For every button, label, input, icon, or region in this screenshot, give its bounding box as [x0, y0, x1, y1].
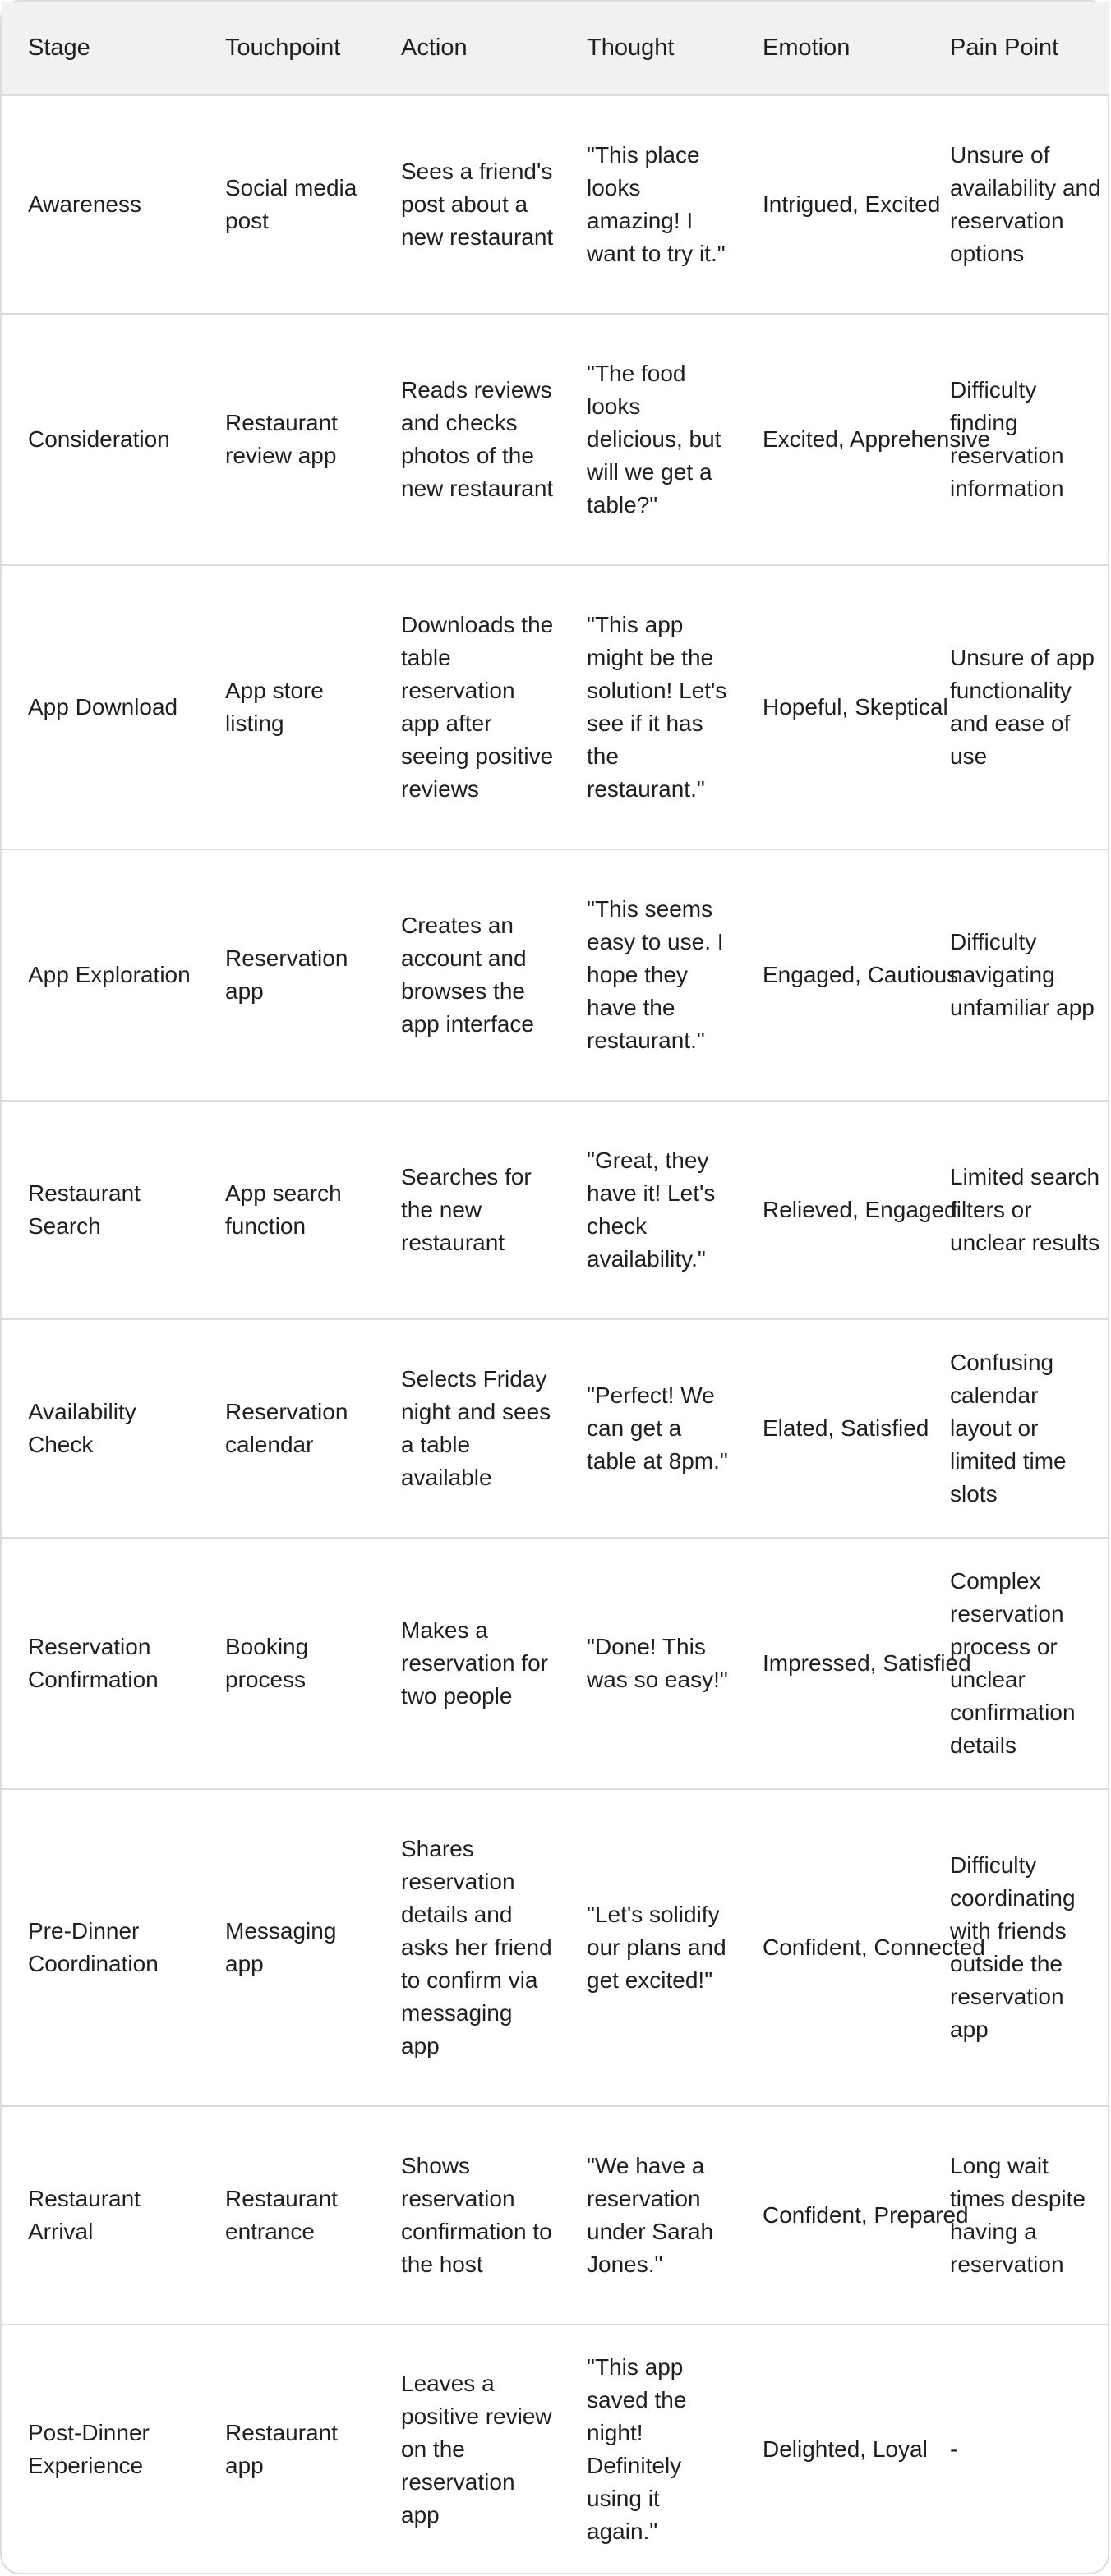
cell-action: Searches for the new restaurant	[375, 1101, 560, 1319]
cell-pain-point: Confusing calendar layout or limited time slots	[924, 1319, 1109, 1538]
cell-touchpoint: App store listing	[199, 565, 375, 849]
cell-touchpoint: Reservation app	[199, 849, 375, 1101]
cell-action: Reads reviews and checks photos of the new restaurant	[375, 314, 560, 565]
cell-pain-point: Complex reservation process or unclear confirmation details	[924, 1538, 1109, 1789]
cell-stage: Awareness	[2, 95, 199, 314]
cell-emotion: Delighted, Loyal	[763, 2436, 928, 2462]
cell-emotion: Engaged, Cautious	[736, 849, 924, 1101]
table-row	[2, 1789, 1109, 2106]
cell-pain-point: Difficulty finding reservation information	[924, 314, 1109, 565]
table-row	[2, 314, 1109, 565]
header-emotion: Emotion	[736, 2, 924, 95]
cell-stage: Pre-Dinner Coordination	[2, 1789, 199, 2106]
cell-thought: "Let's solidify our plans and get excited!"	[560, 1789, 736, 2106]
cell-touchpoint: Social media post	[199, 95, 375, 314]
table-row	[2, 565, 1109, 849]
cell-touchpoint: Reservation calendar	[199, 1319, 375, 1538]
cell-pain-point: Long wait times despite having a reservation	[924, 2106, 1109, 2325]
cell-pain-point: -	[950, 2436, 958, 2462]
cell-thought: "Perfect! We can get a table at 8pm."	[560, 1319, 736, 1538]
cell-thought: "This app saved the night! Definitely using it again."	[587, 2353, 687, 2544]
cell-stage: Restaurant Search	[2, 1101, 199, 1319]
header-action: Action	[375, 2, 560, 95]
cell-emotion: Confident, Connected	[736, 1789, 924, 2106]
cell-thought: "The food looks delicious, but will we get a table?"	[560, 314, 736, 565]
cell-action: Sees a friend's post about a new restaurant	[375, 95, 560, 314]
cell-emotion: Intrigued, Excited	[736, 95, 924, 314]
cell-stage: App Exploration	[2, 849, 199, 1101]
header-thought: Thought	[560, 2, 736, 95]
table-row	[2, 1101, 1109, 1319]
cell-stage: Post-Dinner Experience	[28, 2419, 150, 2478]
cell-thought: "This place looks amazing! I want to try it."	[560, 95, 736, 314]
cell-touchpoint: App search function	[199, 1101, 375, 1319]
cell-stage: Reservation Confirmation	[2, 1538, 199, 1789]
header-row	[2, 2, 1109, 95]
cell-action: Makes a reservation for two people	[375, 1538, 560, 1789]
cell-stage: Restaurant Arrival	[2, 2106, 199, 2325]
table-row	[2, 2325, 1109, 2573]
cell-touchpoint: Booking process	[199, 1538, 375, 1789]
table-row	[2, 2106, 1109, 2325]
cell-pain-point: Limited search filters or unclear results	[924, 1101, 1109, 1319]
cell-emotion: Elated, Satisfied	[736, 1319, 924, 1538]
cell-thought: "This app might be the solution! Let's see if it has the restaurant."	[560, 565, 736, 849]
cell-stage: Availability Check	[2, 1319, 199, 1538]
header-stage: Stage	[2, 2, 199, 95]
cell-stage: App Download	[2, 565, 199, 849]
cell-emotion: Hopeful, Skeptical	[736, 565, 924, 849]
table-row	[2, 849, 1109, 1101]
cell-emotion: Confident, Prepared	[736, 2106, 924, 2325]
cell-action: Creates an account and browses the app interface	[375, 849, 560, 1101]
cell-emotion: Excited, Apprehensive	[736, 314, 924, 565]
cell-pain-point: Unsure of availability and reservation options	[924, 95, 1109, 314]
table-header	[2, 2, 1109, 95]
table-body	[2, 95, 1109, 2573]
table-row	[2, 1538, 1109, 1789]
journey-map-table	[2, 2, 1109, 2573]
cell-pain-point: Difficulty navigating unfamiliar app	[924, 849, 1109, 1101]
cell-emotion: Impressed, Satisfied	[736, 1538, 924, 1789]
cell-action: Shows reservation confirmation to the host	[375, 2106, 560, 2325]
cell-touchpoint: Restaurant entrance	[199, 2106, 375, 2325]
cell-pain-point: Unsure of app functionality and ease of use	[924, 565, 1109, 849]
cell-action: Selects Friday night and sees a table available	[375, 1319, 560, 1538]
cell-thought: "This seems easy to use. I hope they have the restaurant."	[560, 849, 736, 1101]
cell-touchpoint: Restaurant review app	[199, 314, 375, 565]
cell-action: Downloads the table reservation app after seeing positive reviews	[375, 565, 560, 849]
cell-thought: "We have a reservation under Sarah Jones."	[560, 2106, 736, 2325]
header-pain-point: Pain Point	[924, 2, 1109, 95]
cell-thought: "Great, they have it! Let's check availability."	[560, 1101, 736, 1319]
table-row	[2, 95, 1109, 314]
cell-action: Shares reservation details and asks her friend to confirm via messaging app	[375, 1789, 560, 2106]
cell-touchpoint: Restaurant app	[225, 2419, 338, 2478]
cell-pain-point: Difficulty coordinating with friends outside the reservation app	[924, 1789, 1109, 2106]
cell-stage: Consideration	[2, 314, 199, 565]
cell-thought: "Done! This was so easy!"	[560, 1538, 736, 1789]
cell-action: Leaves a positive review on the reservation app	[401, 2370, 552, 2528]
header-touchpoint: Touchpoint	[199, 2, 375, 95]
table-row	[2, 1319, 1109, 1538]
cell-touchpoint: Messaging app	[199, 1789, 375, 2106]
cell-emotion: Relieved, Engaged	[736, 1101, 924, 1319]
